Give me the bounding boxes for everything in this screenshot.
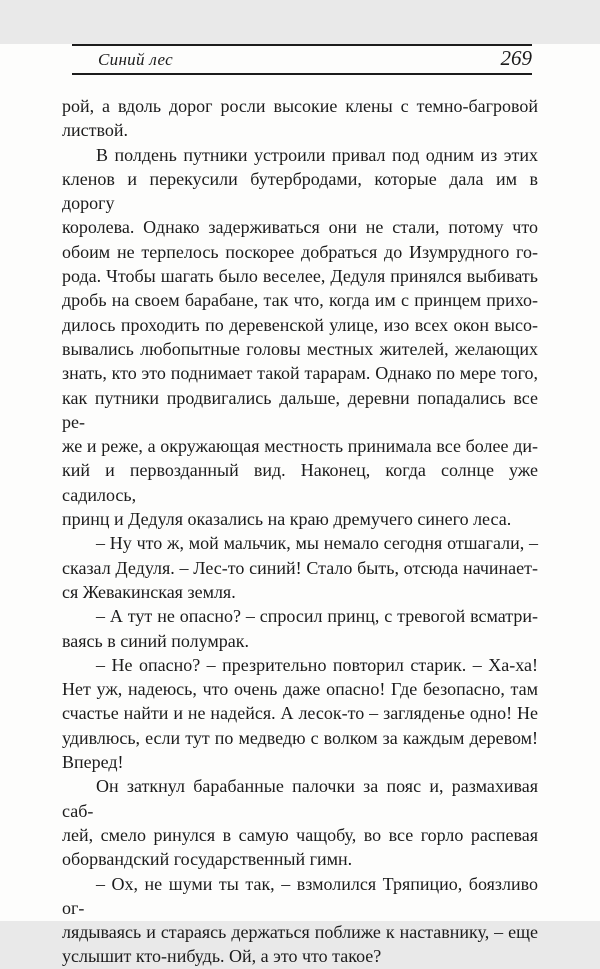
text-line: листвой. xyxy=(62,120,128,141)
text-line: как путники продвигались дальше, деревни попадались все ре- xyxy=(62,387,538,432)
paragraph xyxy=(62,872,538,969)
text-line: счастье найти и не надейся. А лесок-то – загляденье одно! Не xyxy=(62,703,538,724)
running-head xyxy=(72,44,532,75)
text-line: лей, смело ринулся в самую чащобу, во все горло распевая xyxy=(62,824,538,845)
header-rule-bottom xyxy=(72,73,532,75)
text-line: – Ох, не шуми ты так, – взмолился Тряпицио, боязливо ог- xyxy=(62,873,538,918)
text-line: – А тут не опасно? – спросил принц, с тревогой всматри- xyxy=(96,606,538,627)
paragraph xyxy=(62,653,538,774)
text-line: Вперед! xyxy=(62,752,124,773)
text-line: оборвандский государственный гимн. xyxy=(62,849,353,870)
text-line: принц и Дедуля оказались на краю дремучего синего леса. xyxy=(62,509,512,530)
text-line: – Не опасно? – презрительно повторил старик. – Ха-ха! xyxy=(96,654,538,675)
text-line: вывались любопытные головы местных жителей, желающих xyxy=(62,338,538,359)
text-line: Он заткнул барабанные палочки за пояс и, размахивая саб- xyxy=(62,776,538,821)
text-line: услышит кто-нибудь. Ой, а это что такое? xyxy=(62,946,382,967)
paragraph xyxy=(62,94,538,143)
text-line: В полдень путники устроили привал под одним из этих xyxy=(96,144,538,165)
paragraph xyxy=(62,774,538,871)
text-line: дробь на своем барабане, так что, когда им с принцем прихо- xyxy=(62,290,538,311)
text-line: же и реже, а окружающая местность принимала все более ди- xyxy=(62,436,538,457)
running-title: Синий лес xyxy=(98,50,173,69)
paragraph xyxy=(62,531,538,604)
page-body xyxy=(62,94,538,969)
text-line: Нет уж, надеюсь, что очень даже опасно! Где безопасно, там xyxy=(62,679,538,700)
paragraph xyxy=(62,143,538,532)
text-line: рой, а вдоль дорог росли высокие клены с темно-багровой xyxy=(62,96,538,116)
text-line: королева. Однако задерживаться они не стали, потому что xyxy=(62,217,538,238)
paragraph xyxy=(62,604,538,653)
text-line: дилось проходить по деревенской улице, изо всех окон высо- xyxy=(62,314,538,335)
text-line: сказал Дедуля. – Лес-то синий! Стало быть, отсюда начинает- xyxy=(62,557,538,578)
text-line: кленов и перекусили бутербродами, которые дала им в дорогу xyxy=(62,168,538,214)
page-number: 269 xyxy=(500,46,532,70)
text-line: лядываясь и стараясь держаться поближе к наставнику, – еще xyxy=(62,922,538,943)
text-line: удивлюсь, если тут по медведю с волком за каждым деревом! xyxy=(62,727,538,748)
header-row xyxy=(72,46,532,73)
book-page xyxy=(0,44,600,967)
text-line: обоим не терпелось поскорее добраться до Изумрудного го- xyxy=(62,241,538,262)
text-line: – Ну что ж, мой мальчик, мы немало сегодня отшагали, – xyxy=(96,533,538,554)
text-line: кий и первозданный вид. Наконец, когда солнце уже садилось, xyxy=(62,460,538,505)
text-line: ся Жевакинская земля. xyxy=(62,581,236,602)
text-line: знать, кто это поднимает такой тарарам. Однако по мере того, xyxy=(62,363,538,384)
text-line: ваясь в синий полумрак. xyxy=(62,630,250,651)
text-line: рода. Чтобы шагать было веселее, Дедуля принялся выбивать xyxy=(62,266,538,287)
